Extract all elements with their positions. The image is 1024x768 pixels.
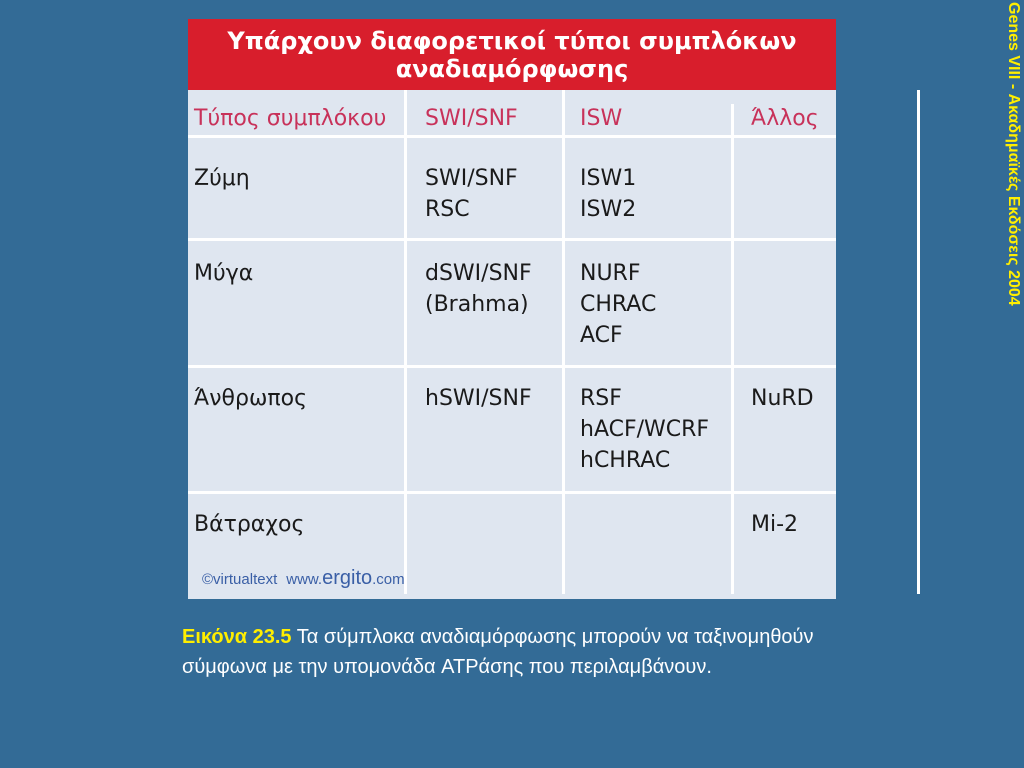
credit-tld: .com [372, 571, 405, 588]
row-divider [188, 491, 836, 494]
row-divider [188, 365, 836, 368]
credit-www: www. [286, 571, 323, 588]
table-cell: RSF hACF/WCRF hCHRAC [580, 386, 710, 473]
row-label-cell: Ζύμη [194, 166, 250, 191]
row-label-cell: Βάτραχος [194, 512, 305, 537]
row-label-cell: Άνθρωπος [194, 386, 307, 411]
credit-copyright: ©virtualtext [202, 571, 278, 588]
figure-title-banner [188, 19, 836, 90]
column-divider [731, 104, 734, 594]
row-divider [188, 238, 836, 241]
caption-text: Τα σύμπλοκα αναδιαμόρφωσης μπορούν να ταξινομηθούν σύμφωνα με την υπομονάδα ATPάσης που περιλαμβάνουν. [182, 626, 814, 678]
table-cell: Mi-2 [751, 512, 799, 537]
table-cell: dSWI/SNF (Brahma) [425, 261, 532, 317]
column-divider [562, 90, 565, 594]
figure [188, 19, 836, 599]
figure-caption [182, 622, 822, 682]
header-cell: SWI/SNF [425, 106, 518, 131]
title-line-1: Υπάρχουν διαφορετικοί τύποι συμπλόκων [227, 26, 797, 55]
header-cell: Άλλος [751, 106, 819, 131]
row-label-cell: Μύγα [194, 261, 254, 286]
table-cell: NURF CHRAC ACF [580, 261, 657, 348]
column-divider [917, 90, 920, 594]
table-cell: NuRD [751, 386, 814, 411]
table-cell: hSWI/SNF [425, 386, 532, 411]
table-cell: SWI/SNF RSC [425, 166, 518, 222]
header-cell: ISW [580, 106, 623, 131]
header-cell: Τύπος συμπλόκου [194, 106, 387, 131]
side-label: Genes VIII - Ακαδημαϊκές Εκδόσεις 2004 [1005, 2, 1022, 306]
table-cell: ISW1 ISW2 [580, 166, 637, 222]
row-divider [188, 135, 836, 138]
credit-line [202, 567, 405, 590]
title-line-2: αναδιαμόρφωσης [395, 54, 629, 83]
credit-brand: ergito [322, 567, 373, 589]
column-divider [404, 90, 407, 594]
caption-label: Εικόνα 23.5 [182, 626, 292, 648]
